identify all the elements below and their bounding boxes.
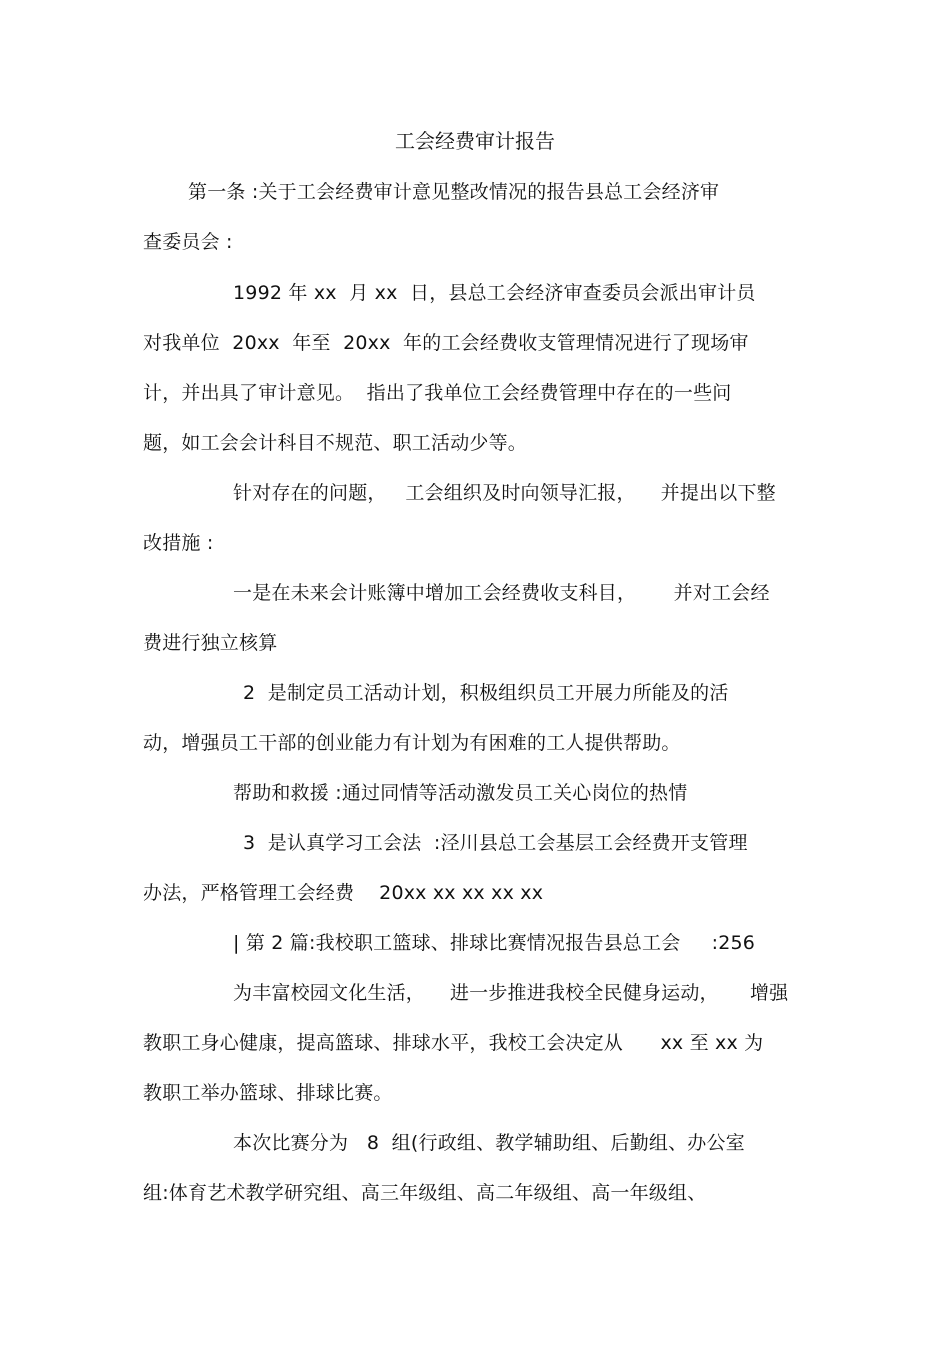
paragraph-line: 改措施 : bbox=[143, 532, 214, 554]
paragraph-line: 3 是认真学习工会法 :泾川县总工会基层工会经费开支管理 bbox=[243, 832, 748, 854]
paragraph-line: 本次比赛分为 8 组(行政组、教学辅助组、后勤组、办公室 bbox=[233, 1132, 745, 1154]
paragraph-line: 1992 年 xx 月 xx 日，县总工会经济审查委员会派出审计员 bbox=[233, 282, 756, 304]
paragraph-line: 动，增强员工干部的创业能力有计划为有困难的工人提供帮助。 bbox=[143, 732, 681, 754]
paragraph-line: | 第 2 篇:我校职工篮球、排球比赛情况报告县总工会 :256 bbox=[233, 932, 756, 954]
paragraph-line: 对我单位 20xx 年至 20xx 年的工会经费收支管理情况进行了现场审 bbox=[143, 332, 749, 354]
paragraph-line: 第一条 :关于工会经费审计意见整改情况的报告县总工会经济审 bbox=[188, 181, 720, 203]
paragraph-line: 为丰富校园文化生活， 进一步推进我校全民健身运动， 增强 bbox=[233, 982, 789, 1004]
paragraph-line: 题，如工会会计科目不规范、职工活动少等。 bbox=[143, 432, 528, 454]
paragraph-line: 一是在未来会计账簿中增加工会经费收支科目， 并对工会经 bbox=[233, 582, 770, 604]
paragraph-line: 帮助和救援 :通过同情等活动激发员工关心岗位的热情 bbox=[233, 782, 688, 804]
paragraph-line: 教职工举办篮球、排球比赛。 bbox=[143, 1082, 393, 1104]
paragraph-line: 计，并出具了审计意见。 指出了我单位工会经费管理中存在的一些问 bbox=[143, 382, 732, 404]
paragraph-line: 2 是制定员工活动计划，积极组织员工开展力所能及的活 bbox=[243, 682, 729, 704]
paragraph-line: 费进行独立核算 bbox=[143, 632, 278, 654]
paragraph-line: 办法，严格管理工会经费 20xx xx xx xx xx bbox=[143, 882, 544, 904]
paragraph-line: 组:体育艺术教学研究组、高三年级组、高二年级组、高一年级组、 bbox=[143, 1182, 707, 1204]
paragraph-line: 查委员会 : bbox=[143, 231, 233, 253]
document-title: 工会经费审计报告 bbox=[395, 129, 555, 153]
paragraph-line: 教职工身心健康，提高篮球、排球水平，我校工会决定从 xx 至 xx 为 bbox=[143, 1032, 764, 1054]
paragraph-line: 针对存在的问题， 工会组织及时向领导汇报， 并提出以下整 bbox=[233, 482, 776, 504]
